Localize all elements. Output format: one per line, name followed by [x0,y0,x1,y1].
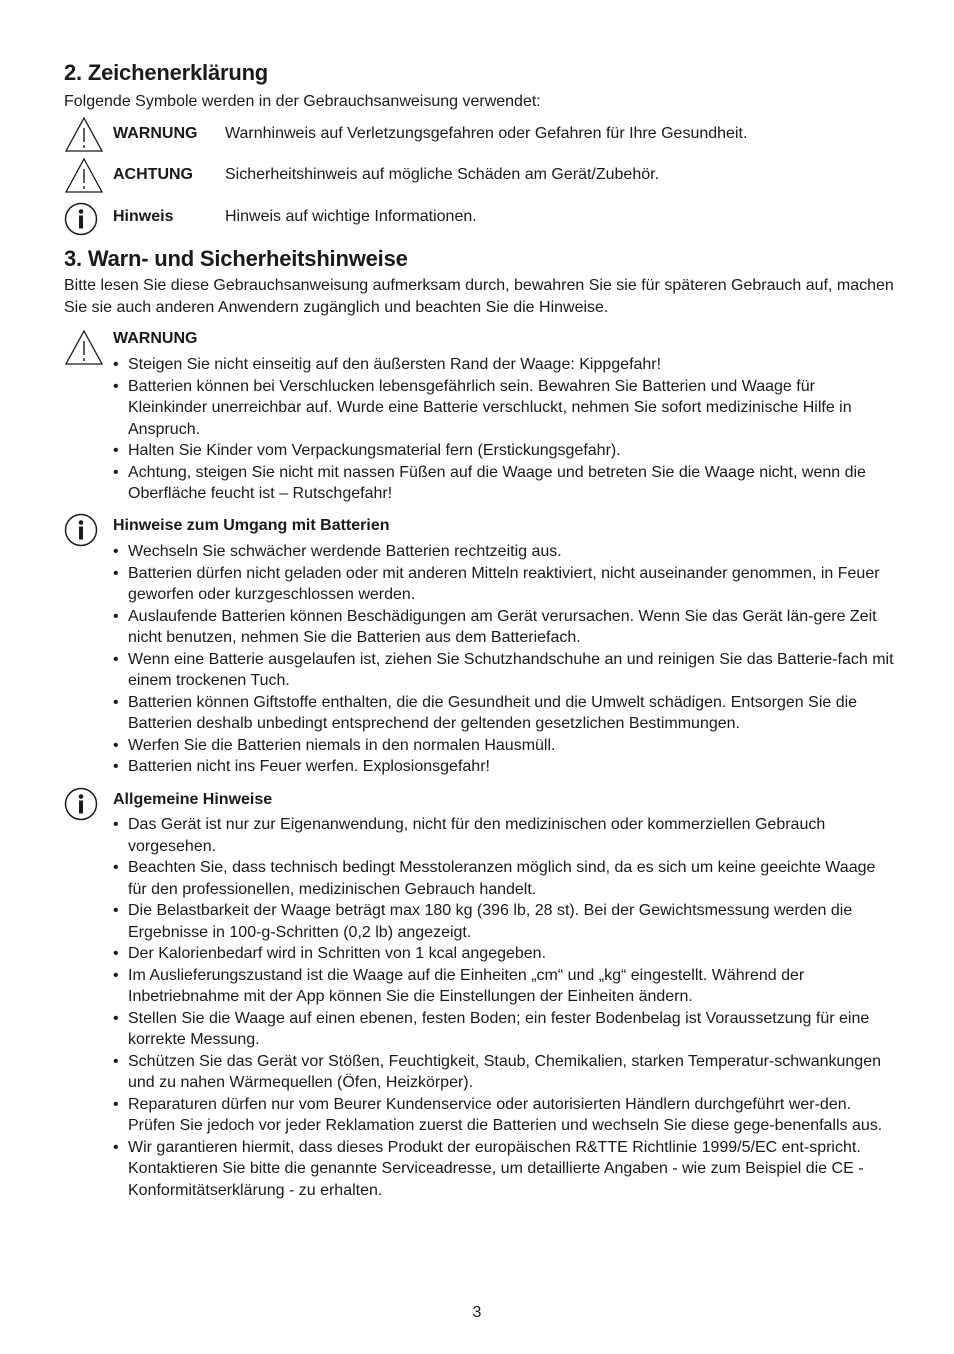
battery-notes-heading: Hinweise zum Umgang mit Batterien [113,517,390,534]
warning-triangle-icon [64,329,104,367]
warning-block [64,329,894,509]
general-notes-heading: Allgemeine Hinweise [113,791,273,808]
info-circle-icon [64,513,98,547]
section-3-title: 3. Warn- und Sicherheitshinweise [64,246,408,271]
list-item: • Batterien dürfen nicht geladen oder mit anderen Mitteln reaktiviert, nicht auseinander genommen, in Feuer geworfen oder kurzgeschlossen werden. [113,563,894,606]
info-circle-icon [64,787,98,821]
list-item: • Das Gerät ist nur zur Eigenanwendung, nicht für den medizinischen oder kommerziellen Gebrauch vorgesehen. [113,814,894,857]
general-notes-list [113,814,894,1201]
section-2-intro: Folgende Symbole werden in der Gebrauchsanweisung verwendet: [64,93,541,110]
list-item: • Reparaturen dürfen nur vom Beurer Kundenservice oder autorisierten Händlern durchgeführt wer-den. Prüfen Sie jedoch vor jeder Reklamation zuerst die Batterien und wechseln Sie diese gege-benenfalls aus. [113,1094,894,1137]
warning-triangle-icon [64,157,104,195]
legend-description: Hinweis auf wichtige Informationen. [225,208,477,225]
list-item: • Wir garantieren hiermit, dass dieses Produkt der europäischen R&TTE Richtlinie 1999/5/EC ent-spricht. Kontaktieren Sie bitte die genannte Serviceadresse, um detaillierte Angaben - wie zum Beispiel die CE - Konformitätserklärung - zu erhalten. [113,1137,894,1202]
list-item: • Achtung, steigen Sie nicht mit nassen Füßen auf die Waage und betreten Sie die Waage nicht, wenn die Oberfläche feucht ist – Rutschgefahr! [113,462,894,505]
legend-description: Warnhinweis auf Verletzungsgefahren oder Gefahren für Ihre Gesundheit. [225,125,748,142]
info-circle-icon [64,202,98,236]
page-number: 3 [472,1304,482,1321]
list-item: • Der Kalorienbedarf wird in Schritten von 1 kcal angegeben. [113,943,894,965]
list-item: • Die Belastbarkeit der Waage beträgt max 180 kg (396 lb, 28 st). Bei der Gewichtsmessung werden die Ergebnisse in 100-g-Schritten (0,2 lb) angezeigt. [113,900,894,943]
legend-row-hinweis [64,202,894,242]
battery-notes-list [113,541,894,778]
list-item: • Wenn eine Batterie ausgelaufen ist, ziehen Sie Schutzhandschuhe an und reinigen Sie das Batterie-fach mit einem trockenen Tuch. [113,649,894,692]
warning-triangle-icon [64,116,104,154]
list-item: • Auslaufende Batterien können Beschädigungen am Gerät verursachen. Wenn Sie das Gerät län-gere Zeit nicht benutzen, nehmen Sie die Batterien aus dem Batteriefach. [113,606,894,649]
legend-term: ACHTUNG [113,166,193,183]
warning-list [113,354,894,505]
battery-notes-block [64,513,894,783]
legend-row-warnung [64,116,894,156]
list-item: • Steigen Sie nicht einseitig auf den äußersten Rand der Waage: Kippgefahr! [113,354,894,376]
legend-term: WARNUNG [113,125,198,142]
legend-term: Hinweis [113,208,174,225]
list-item: • Im Auslieferungszustand ist die Waage auf die Einheiten „cm“ und „kg“ eingestellt. Während der Inbetriebnahme mit der App können Sie die Einstellungen der Einheiten ändern. [113,965,894,1008]
list-item: • Batterien können Giftstoffe enthalten, die die Gesundheit und die Umwelt schädigen. Entsorgen Sie die Batterien deshalb unbedingt entsprechend der geltenden gesetzlichen Bestimmungen. [113,692,894,735]
section-3-intro: Bitte lesen Sie diese Gebrauchsanweisung aufmerksam durch, bewahren Sie sie für späteren Gebrauch auf, machen Sie sie auch anderen Anwendern zugänglich und beachten Sie die Hinweise. [64,277,894,316]
legend-row-achtung [64,157,894,197]
list-item: • Wechseln Sie schwächer werdende Batterien rechtzeitig aus. [113,541,894,563]
list-item: • Batterien können bei Verschlucken lebensgefährlich sein. Bewahren Sie Batterien und Waage für Kleinkinder unerreichbar auf. Wurde eine Batterie verschluckt, nehmen Sie sofort medizinische Hilfe in Anspruch. [113,376,894,441]
list-item: • Stellen Sie die Waage auf einen ebenen, festen Boden; ein fester Bodenbelag ist Voraussetzung für eine korrekte Messung. [113,1008,894,1051]
section-2-title: 2. Zeichenerklärung [64,60,269,85]
list-item: • Halten Sie Kinder vom Verpackungsmaterial fern (Erstickungsgefahr). [113,440,894,462]
list-item: • Beachten Sie, dass technisch bedingt Messtoleranzen möglich sind, da es sich um keine geeichte Waage für den professionellen, medizinischen Gebrauch handelt. [113,857,894,900]
legend-description: Sicherheitshinweis auf mögliche Schäden am Gerät/Zubehör. [225,166,660,183]
general-notes-block [64,787,894,1257]
list-item: • Werfen Sie die Batterien niemals in den normalen Hausmüll. [113,735,894,757]
list-item: • Schützen Sie das Gerät vor Stößen, Feuchtigkeit, Staub, Chemikalien, starken Temperatur-schwankungen und zu nahen Wärmequellen (Öfen, Heizkörper). [113,1051,894,1094]
warning-heading: WARNUNG [113,330,198,347]
list-item: • Batterien nicht ins Feuer werfen. Explosionsgefahr! [113,756,894,778]
